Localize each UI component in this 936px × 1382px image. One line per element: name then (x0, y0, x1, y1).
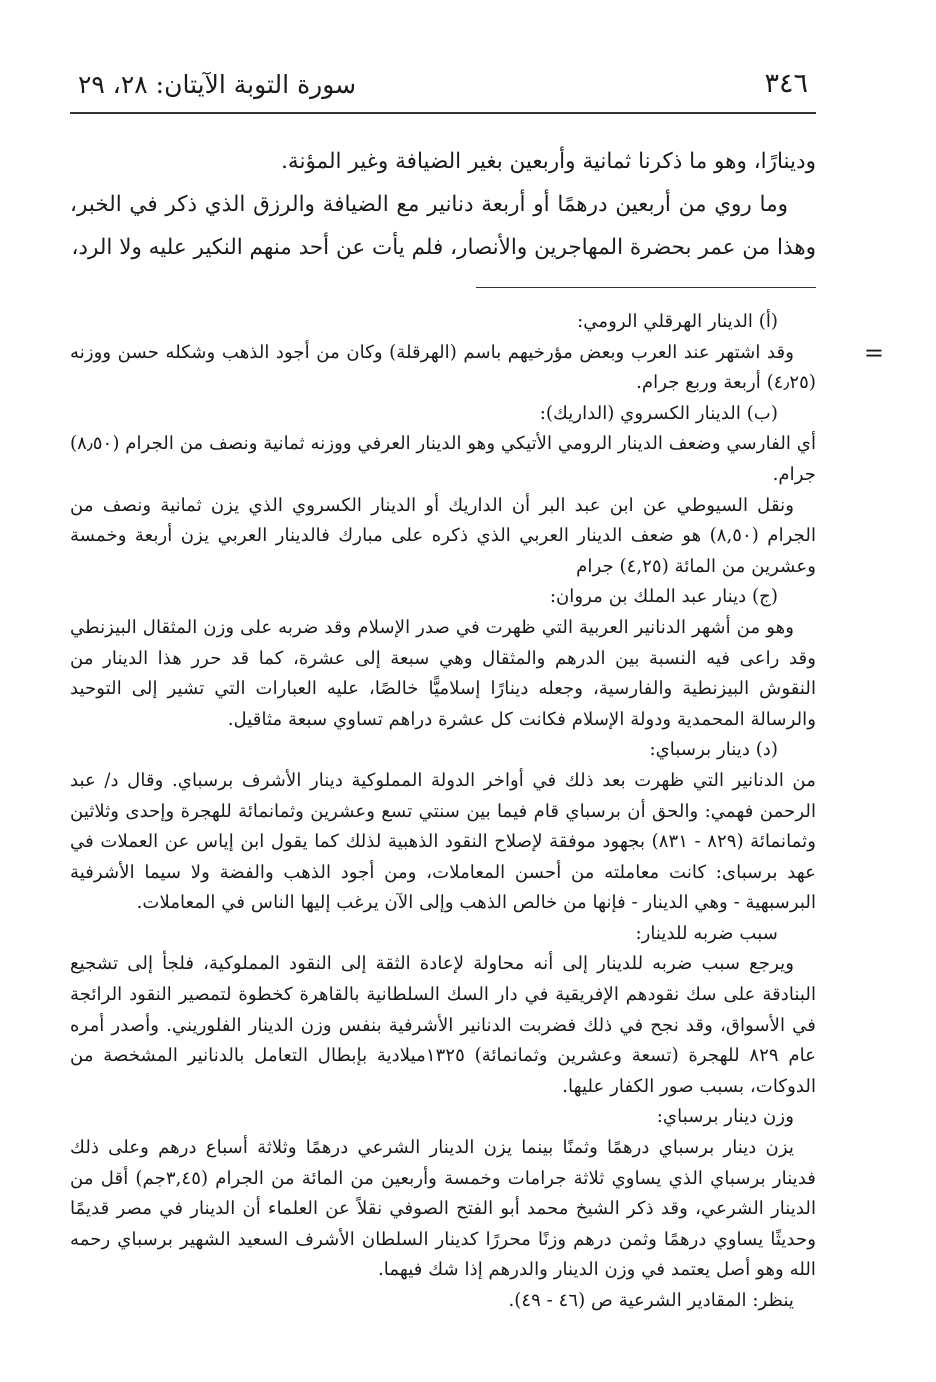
footnote-heading: (أ) الدينار الهرقلي الرومي: (577, 311, 778, 332)
book-page (70, 62, 884, 1362)
footnote-heading: (ج) دينار عبد الملك بن مروان: (549, 586, 778, 608)
footnote-paragraph: وقد اشتهر عند العرب وبعض مؤرخيهم باسم (الهرقلة) وكان من أجود الذهب وشكله حسن ووزنه (٤٫٢٥) أربعة وربع جرام. (70, 341, 816, 394)
header-rule (70, 112, 816, 114)
page-header (70, 62, 816, 110)
footnote-block (70, 307, 816, 1317)
footnote-paragraph: من الدنانير التي ظهرت بعد ذلك في أواخر الدولة المملوكية دينار الأشرف برسباي. وقال د/ عبد الرحمن فهمي: والحق أن برسباي قام فيما بين سنتي تسع وعشرين وثمانمائة للهجرة وإحدى وثلاثين وثمانمائة (٨٢٩ - ٨٣١) بجهود موفقة لإصلاح النقود الذهبية لذلك كما يقول ابن إياس عن العملات في عهد برسباى: كانت معاملته من أحسن المعاملات، ومن أجود الذهب والفضة ولا سيما الأشرفية البرسبهية - وهي الدينار - فإنها من خالص الذهب وإلى الآن يرغب إليها الناس في المعاملات. (70, 769, 816, 914)
footnote-paragraph: ويرجع سبب ضربه للدينار إلى أنه محاولة لإعادة الثقة إلى النقود المملوكية، فلجأ إلى تشجيع البنادقة على سك نقودهم الإفريقية في دار السك السلطانية بالقاهرة كخطوة لتمصير النقود الرائجة في الأسواق، وقد نجح في ذلك فضربت الدنانير الأشرفية بنفس وزن الدينار الفلوريني. وأصدر أمره عام ٨٢٩ للهجرة (تسعة وعشرين وثمانمائة) ١٣٢٥ميلادية بإبطال التعامل بالدنانير المشخصة من الدوكات، بسبب صور الكفار عليها. (70, 953, 816, 1097)
footnote-heading: (د) دينار برسباي: (649, 739, 778, 761)
footnote-heading: (ب) الدينار الكسروي (الداريك): (539, 402, 778, 424)
footnote-reference: ينظر: المقادير الشرعية ص (٤٦ - ٤٩). (508, 1290, 794, 1311)
main-paragraph: وما روي من أربعين درهمًا أو أربعة دنانير مع الضيافة والرزق الذي ذكر في الخبر، وهذا من عمر بحضرة المهاجرين والأنصار، فلم يأت عن أحد منهم النكير عليه ولا الرد، (70, 192, 816, 260)
footnote-continuation-mark: = (863, 339, 884, 367)
footnote-paragraph: ونقل السيوطي عن ابن عبد البر أن الداريك أو الدينار الكسروي الذي يزن ثمانية ونصف من الجرام (٨,٥٠) هو ضعف الدينار العربي الذي ذكره على مبارك فالدينار العربي يزن أربعة وخمسة وعشرين من المائة (٤,٢٥) جرام (70, 494, 816, 577)
running-title: سورة التوبة الآيتان: ٢٨، ٢٩ (78, 70, 357, 99)
main-text (70, 140, 816, 269)
footnote-separator (476, 287, 816, 288)
footnote-paragraph: يزن دينار برسباي درهمًا وثمنًا بينما يزن الدينار الشرعي درهمًا وثلاثة أسباع درهم وعلى ذلك فدينار برسباي الذي يساوي ثلاثة جرامات وخمسة وأربعين من المائة من الجرام (٣,٤٥جم) أقل من الدينار الشرعي، وقد ذكر الشيخ محمد أبو الفتح الصوفي نقلاً عن العلماء أن الدينار في مصر قديمًا وحديثًا يساوي درهمًا وثمن درهم وزنًا محررًا كدينار السلطان الأشرف السعيد الشهير برسباي رحمه الله وهو أصل يعتمد في وزن الدينار والدرهم إذا شك فيهما. (70, 1137, 816, 1281)
footnote-paragraph: وهو من أشهر الدنانير العربية التي ظهرت في صدر الإسلام وقد ضربه على وزن المثقال البيزنطي وقد راعى فيه النسبة بين الدرهم والمثقال وهي سبعة إلى عشرة، كما قد حرر هذا الدينار من النقوش البيزنطية والفارسية، وجعله دينارًا إسلاميًّا خالصًا، عليه العبارات التي تشير إلى التوحيد والرسالة المحمدية ودولة الإسلام فكانت كل عشرة دراهم تساوي سبعة مثاقيل. (70, 616, 816, 730)
footnote-heading: وزن دينار برسباي: (656, 1106, 794, 1128)
main-paragraph: ودينارًا، وهو ما ذكرنا ثمانية وأربعين بغير الضيافة وغير المؤنة. (281, 149, 816, 174)
footnote-heading: سبب ضربه للدينار: (635, 922, 778, 944)
footnote-paragraph: أي الفارسي وضعف الدينار الرومي الأتيكي وهو الدينار العرفي ووزنه ثمانية ونصف من الجرام (٨٫٥٠) جرام. (70, 433, 816, 485)
page-number: ٣٤٦ (764, 68, 808, 99)
